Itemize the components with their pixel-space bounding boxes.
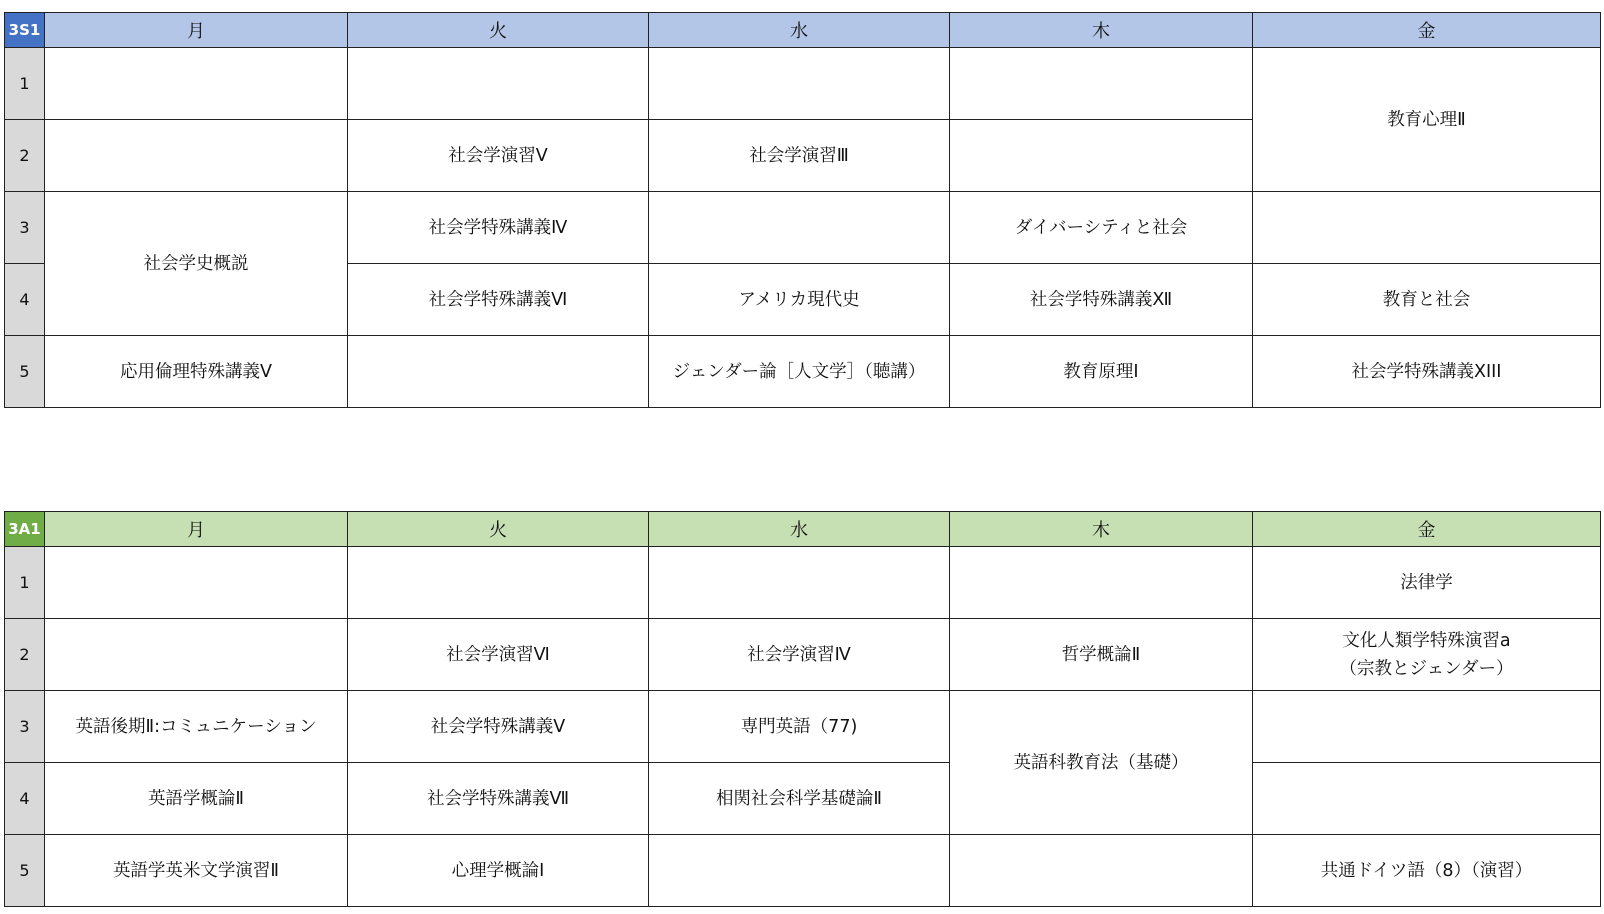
period-label-5: 5: [5, 835, 45, 907]
class-cell-tue-3: 社会学特殊講義Ⅳ: [348, 192, 649, 264]
class-cell-tue-5: 心理学概論Ⅰ: [348, 835, 649, 907]
class-cell-mon-1: [45, 547, 348, 619]
class-cell-thu-2: [950, 120, 1253, 192]
header-row: [5, 13, 1601, 48]
class-cell-thu-5: [950, 835, 1253, 907]
class-cell-wed-1: [649, 48, 950, 120]
class-cell-fri-4: 教育と社会: [1253, 264, 1601, 336]
class-cell-mon-2: [45, 120, 348, 192]
class-cell-tue-2: 社会学演習Ⅴ: [348, 120, 649, 192]
period-row-1: [5, 48, 1601, 120]
class-cell-fri-4: [1253, 763, 1601, 835]
class-cell-thu-5: 教育原理Ⅰ: [950, 336, 1253, 408]
period-label-4: 4: [5, 763, 45, 835]
period-row-3: [5, 691, 1601, 763]
class-cell-fri-5: 共通ドイツ語（8）（演習）: [1253, 835, 1601, 907]
period-row-5: [5, 336, 1601, 408]
day-header-wed: 水: [649, 512, 950, 547]
term-label: 3A1: [5, 512, 45, 547]
class-cell-wed-1: [649, 547, 950, 619]
class-name-line-1: 文化人類学特殊演習a: [1342, 630, 1511, 651]
class-cell-wed-4: アメリカ現代史: [649, 264, 950, 336]
class-cell-tue-5: [348, 336, 649, 408]
class-cell-wed-5: [649, 835, 950, 907]
class-cell-wed-5: ジェンダー論［人文学］（聴講）: [649, 336, 950, 408]
class-cell-tue-1: [348, 547, 649, 619]
class-cell-tue-3: 社会学特殊講義Ⅴ: [348, 691, 649, 763]
term-label: 3S1: [5, 13, 45, 48]
class-cell-thu-2: 哲学概論Ⅱ: [950, 619, 1253, 691]
class-cell-mon-5: 応用倫理特殊講義Ⅴ: [45, 336, 348, 408]
period-label-4: 4: [5, 264, 45, 336]
day-header-fri: 金: [1253, 512, 1601, 547]
class-cell-mon-2: [45, 619, 348, 691]
class-cell-thu-1: [950, 547, 1253, 619]
class-cell-tue-2: 社会学演習Ⅵ: [348, 619, 649, 691]
class-cell-mon-3: 英語後期Ⅱ:コミュニケーション: [45, 691, 348, 763]
class-cell-wed-2: 社会学演習Ⅲ: [649, 120, 950, 192]
period-row-3: [5, 192, 1601, 264]
class-cell-mon-4: 英語学概論Ⅱ: [45, 763, 348, 835]
day-header-thu: 木: [950, 13, 1253, 48]
period-label-3: 3: [5, 192, 45, 264]
day-header-tue: 火: [348, 13, 649, 48]
class-cell-mon-5: 英語学英米文学演習Ⅱ: [45, 835, 348, 907]
period-label-5: 5: [5, 336, 45, 408]
class-cell-thu-3: ダイバーシティと社会: [950, 192, 1253, 264]
class-cell-fri-1: 法律学: [1253, 547, 1601, 619]
class-cell-tue-4: 社会学特殊講義Ⅶ: [348, 763, 649, 835]
period-row-2: [5, 619, 1601, 691]
day-header-wed: 水: [649, 13, 950, 48]
class-name-line-2: （宗教とジェンダー）: [1339, 658, 1514, 679]
timetable-3s1: [4, 12, 1601, 408]
period-label-2: 2: [5, 619, 45, 691]
class-cell-wed-2: 社会学演習Ⅳ: [649, 619, 950, 691]
class-cell-mon-3-4: 社会学史概説: [45, 192, 348, 336]
class-cell-fri-1-2: 教育心理Ⅱ: [1253, 48, 1601, 192]
class-cell-fri-3: [1253, 192, 1601, 264]
period-label-2: 2: [5, 120, 45, 192]
class-cell-fri-3: [1253, 691, 1601, 763]
timetable-3a1: [4, 511, 1601, 907]
period-label-3: 3: [5, 691, 45, 763]
period-row-1: [5, 547, 1601, 619]
class-cell-tue-1: [348, 48, 649, 120]
day-header-mon: 月: [45, 512, 348, 547]
class-cell-tue-4: 社会学特殊講義Ⅵ: [348, 264, 649, 336]
class-cell-thu-4: 社会学特殊講義Ⅻ: [950, 264, 1253, 336]
class-cell-mon-1: [45, 48, 348, 120]
day-header-tue: 火: [348, 512, 649, 547]
header-row: [5, 512, 1601, 547]
class-cell-fri-5: 社会学特殊講義XIII: [1253, 336, 1601, 408]
day-header-fri: 金: [1253, 13, 1601, 48]
class-cell-wed-4: 相関社会科学基礎論Ⅱ: [649, 763, 950, 835]
period-row-5: [5, 835, 1601, 907]
period-label-1: 1: [5, 547, 45, 619]
class-cell-thu-3-4: 英語科教育法（基礎）: [950, 691, 1253, 835]
class-cell-thu-1: [950, 48, 1253, 120]
period-label-1: 1: [5, 48, 45, 120]
day-header-thu: 木: [950, 512, 1253, 547]
day-header-mon: 月: [45, 13, 348, 48]
class-cell-wed-3: [649, 192, 950, 264]
class-cell-wed-3: 専門英語（77): [649, 691, 950, 763]
class-cell-fri-2: [1253, 619, 1601, 691]
period-row-4: [5, 763, 1601, 835]
